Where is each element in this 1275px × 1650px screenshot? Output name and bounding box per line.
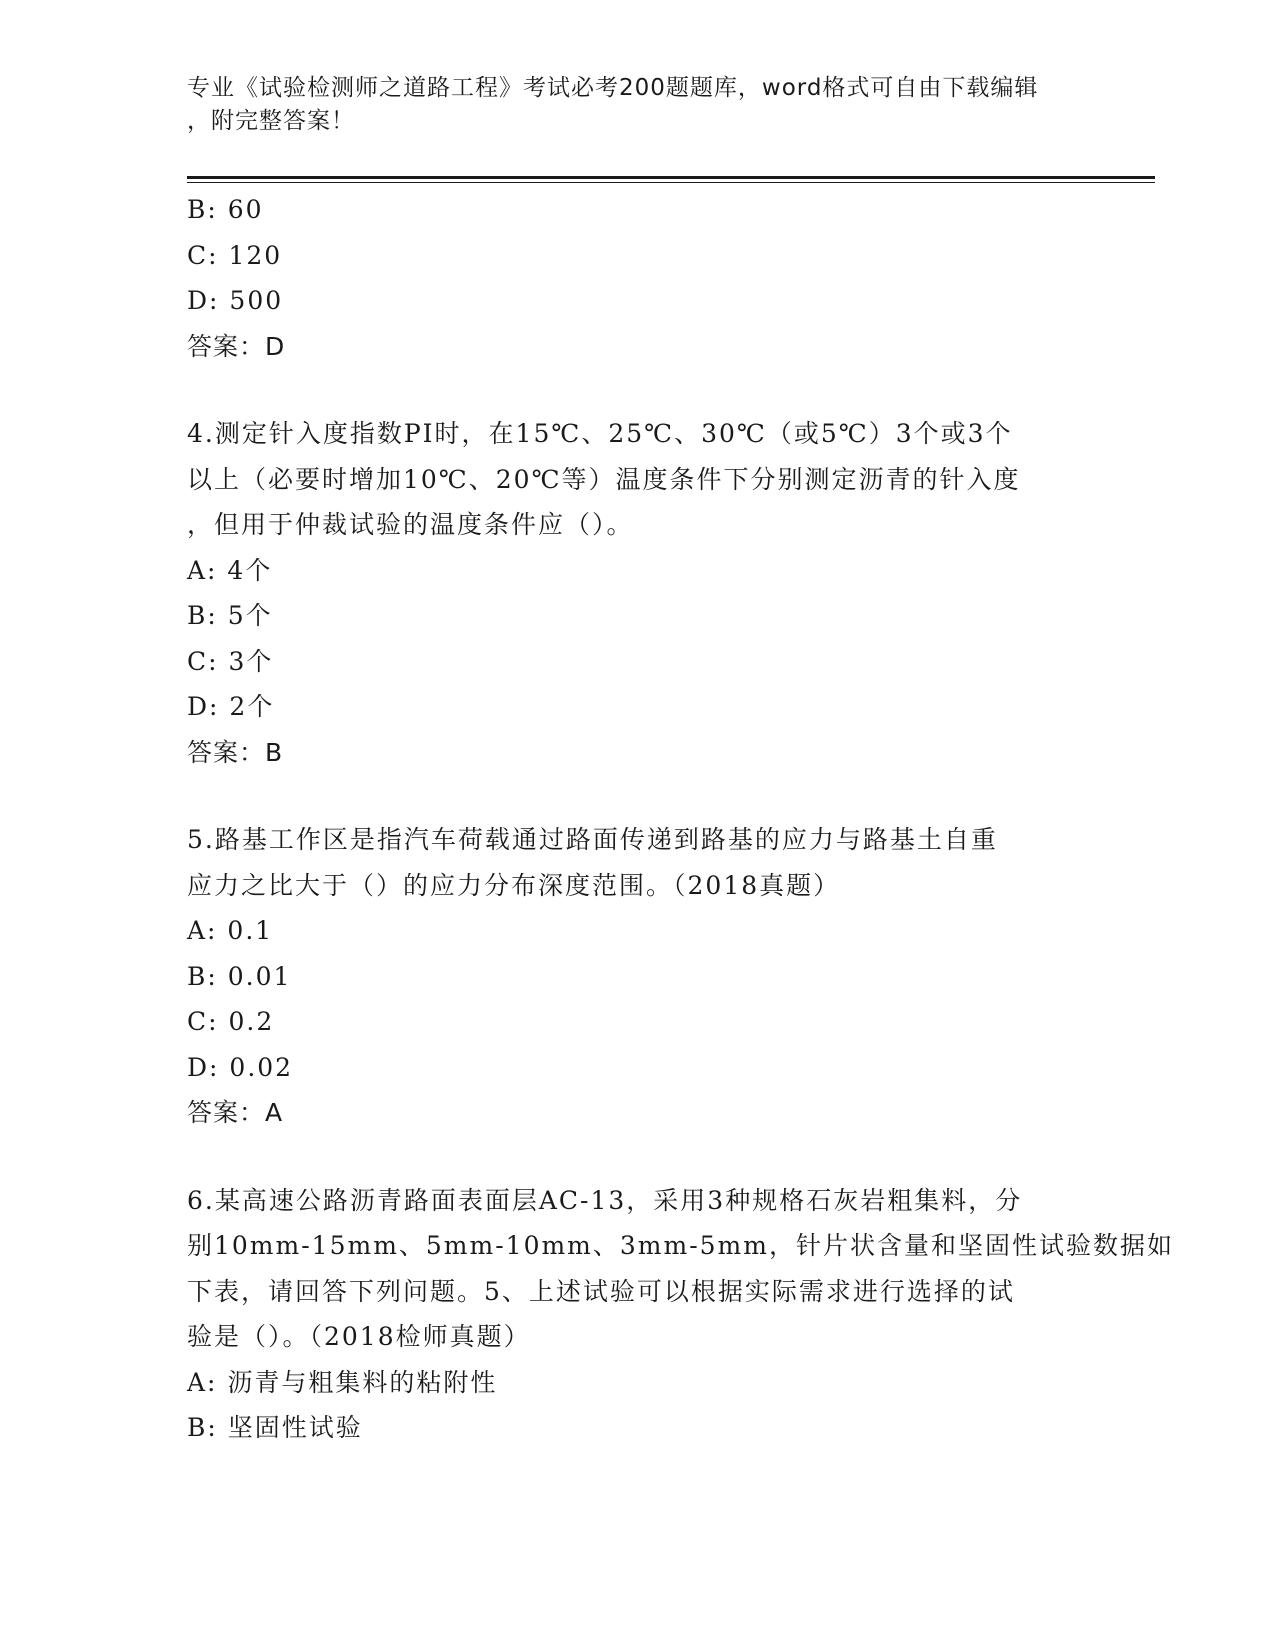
question-4-option-b: B: 5个 — [187, 601, 273, 630]
question-spacer — [187, 369, 1087, 411]
question-5-answer: 答案：A — [187, 1098, 284, 1127]
question-4-stem-line-1: 4.测定针入度指数PI时，在15℃、25℃、30℃（或5℃）3个或3个 — [187, 419, 1013, 448]
page-header — [187, 72, 1067, 138]
question-list — [187, 187, 1174, 1451]
question-5-option-b: B: 0.01 — [187, 961, 292, 991]
question-4-stem-line-2: 以上（必要时增加10℃、20℃等）温度条件下分别测定沥青的针入度 — [187, 464, 1021, 494]
question-4-option-d: D: 2个 — [187, 692, 275, 721]
question-6 — [187, 1178, 1174, 1451]
question-5-option-c: C: 0.2 — [187, 1007, 275, 1036]
question-spacer — [187, 1136, 1087, 1178]
question-6-option-b: B: 坚固性试验 — [187, 1413, 363, 1442]
header-title-line-1: 专业《试验检测师之道路工程》考试必考200题题库，word格式可自由下载编辑 — [187, 75, 1039, 101]
question-5-stem-line-1: 5.路基工作区是指汽车荷载通过路面传递到路基的应力与路基土自重 — [187, 825, 998, 854]
question-4-answer: 答案：B — [187, 737, 284, 767]
question-6-option-a: A: 沥青与粗集料的粘附性 — [187, 1367, 498, 1397]
question-5-option-a: A: 0.1 — [187, 916, 274, 945]
question-4 — [187, 411, 1087, 775]
question-4-option-c: C: 3个 — [187, 646, 274, 676]
header-divider-thick — [187, 176, 1155, 179]
question-3-option-d: D: 500 — [187, 286, 284, 315]
question-3-option-b: B: 60 — [187, 195, 264, 224]
question-6-stem-line-1: 6.某高速公路沥青路面表面层AC-13，采用3种规格石灰岩粗集料，分 — [187, 1185, 1023, 1215]
question-5 — [187, 817, 1087, 1136]
question-3-answer: 答案：D — [187, 331, 286, 361]
question-5-stem-line-2: 应力之比大于（）的应力分布深度范围。（2018真题） — [187, 870, 841, 900]
question-spacer — [187, 775, 1087, 817]
header-title-line-2: ，附完整答案！ — [187, 108, 355, 134]
question-6-stem-line-2: 别10mm-15mm、5mm-10mm、3mm-5mm，针片状含量和坚固性试验数据如 — [187, 1231, 1174, 1260]
question-4-option-a: A: 4个 — [187, 555, 273, 585]
header-divider-thin — [187, 182, 1155, 183]
question-4-stem-line-3: ，但用于仲裁试验的温度条件应（）。 — [187, 510, 634, 539]
question-3-tail — [187, 187, 1087, 369]
question-5-option-d: D: 0.02 — [187, 1052, 294, 1082]
question-6-stem-line-4: 验是（）。（2018检师真题） — [187, 1322, 531, 1351]
question-6-stem-line-3: 下表，请回答下列问题。5、上述试验可以根据实际需求进行选择的试 — [187, 1276, 1015, 1306]
question-3-option-c: C: 120 — [187, 240, 283, 270]
